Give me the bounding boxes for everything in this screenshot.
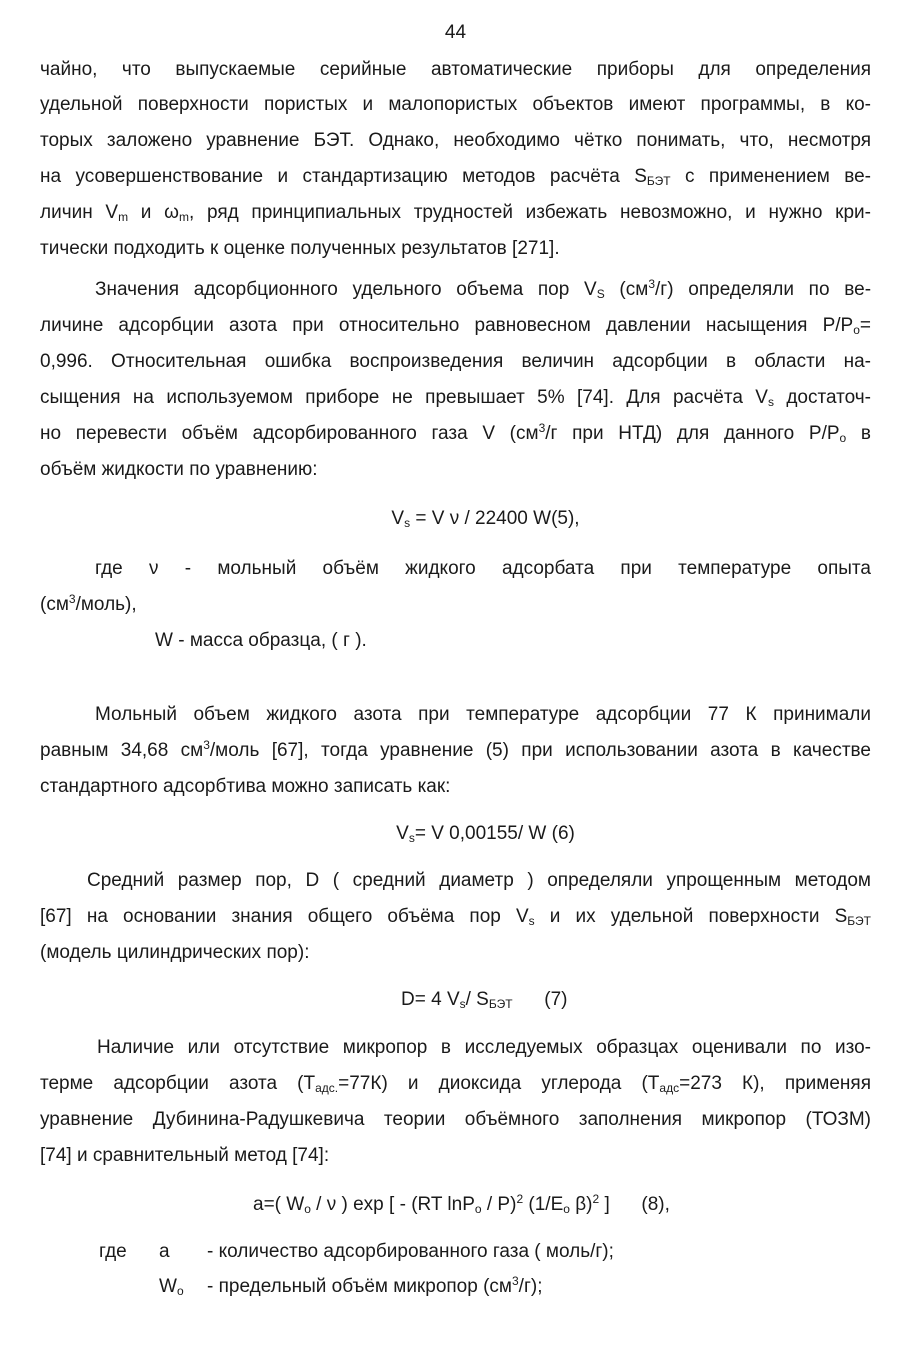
definition-line: $(см^3/моль)$,	[40, 592, 137, 615]
paragraph-line: стандартного адсорбтива можно записать как:	[40, 776, 451, 797]
paragraph-line: уравнение Дубинина-Радушкевича теории объёмного заполнения микропор (ТОЗМ)	[40, 1109, 871, 1130]
paragraph-line: Значения адсорбционного удельного объема пор $V_S$ $(см^3/г)$ определяли по ве-	[95, 277, 872, 301]
paragraph-line: личине адсорбции азота при относительно равновесном давлении насыщения $P/P_o=$	[40, 315, 871, 337]
paragraph-line: сыщения на используемом приборе не превышает 5% [74]. Для расчёта $V_s$ достаточ-	[40, 387, 872, 409]
paragraph-line: [67] на основании знания общего объёма пор $V_s$ и их удельной поверхности $S_{БЭТ}$	[40, 906, 871, 928]
definition-text: - количество адсорбированного газа ( моль/г);	[207, 1241, 614, 1262]
page-number: 44	[444, 22, 467, 43]
equation-8: a=( $W_o$ / ν ) exp [ - (RT lnP$_o$ / P)$^2$ ($1/E_o$ β)$^2$ ] (8),	[253, 1192, 670, 1216]
definition-symbol: $W_o$	[159, 1276, 184, 1298]
paragraph-line: но перевести объём адсорбированного газа V ($см^3/г$ при НТД) для данного $P/P_o$ в	[40, 421, 871, 445]
equation-6: $V_s= V$ 0,00155/ W (6)	[396, 823, 575, 845]
definition-symbol: a	[159, 1241, 170, 1262]
paragraph-line: равным 34,68 $см^3$/моль [67], тогда уравнение (5) при использовании азота в качестве	[40, 738, 871, 761]
paragraph-line: 0,996. Относительная ошибка воспроизведения величин адсорбции в области на-	[40, 351, 871, 372]
paragraph-line: тически подходить к оценке полученных результатов [271].	[40, 238, 560, 259]
definition-line: W - масса образца, ( г ).	[155, 630, 367, 651]
paragraph-line: (модель цилиндрических пор):	[40, 942, 310, 963]
paragraph-line: чайно, что выпускаемые серийные автоматические приборы для определения	[40, 59, 871, 80]
paragraph-line: Мольный объем жидкого азота при температуре адсорбции 77 К принимали	[95, 704, 871, 725]
paragraph-line: терме адсорбции азота $(T_{адс.}=77К)$ и диоксида углерода ($T_{адс}=273$ К), применяя	[40, 1073, 871, 1095]
definition-text: - предельный объём микропор $(см^3/г)$;	[207, 1274, 543, 1297]
paragraph-line: Средний размер пор, D ( средний диаметр ) определяли упрощенным методом	[87, 870, 871, 891]
paragraph-line: удельной поверхности пористых и малопористых объектов имеют программы, в ко-	[40, 94, 871, 115]
definition-label: где	[99, 1241, 127, 1262]
definition-line: где ν - мольный объём жидкого адсорбата при температуре опыта	[95, 558, 871, 579]
paragraph-line: объём жидкости по уравнению:	[40, 459, 318, 480]
paragraph-line: торых заложено уравнение БЭТ. Однако, необходимо чётко понимать, что, несмотря	[40, 130, 871, 151]
paragraph-line: на усовершенствование и стандартизацию методов расчёта $S_{БЭТ}$ с применением ве-	[40, 166, 871, 188]
paragraph-line: личин $V_m$ и $\omega_m$, ряд принципиальных трудностей избежать невозможно, и нужно кри-	[40, 202, 871, 224]
paragraph-line: [74] и сравнительный метод [74]:	[40, 1145, 330, 1166]
equation-7: D= 4 $V_s/$ $S_{БЭТ}$ (7)	[401, 989, 568, 1011]
equation-5: $V_s = V$ ν / 22400 W(5),	[391, 508, 580, 530]
paragraph-line: Наличие или отсутствие микропор в исследуемых образцах оценивали по изо-	[97, 1037, 871, 1058]
